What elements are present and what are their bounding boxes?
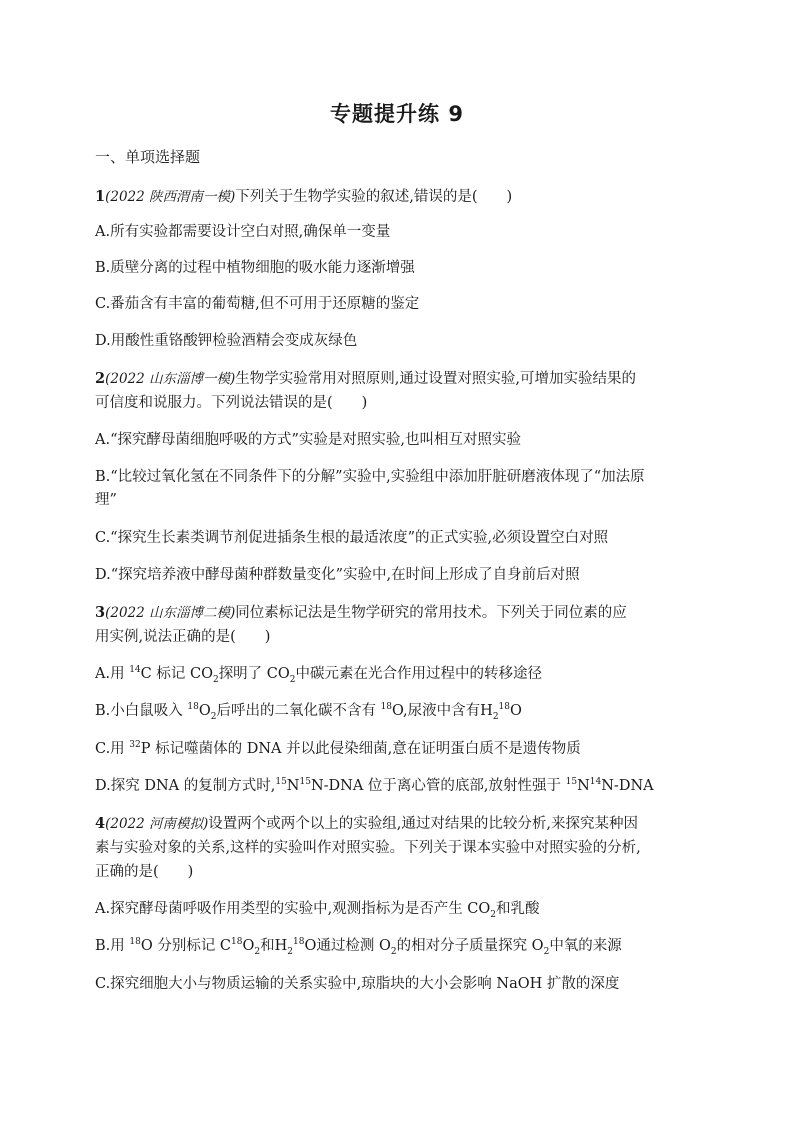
option-4b: B.用 $^{18}$O 分别标记 $C^{18}O_2$和$H_2^{18}O$通过检测 $O_2$的相对分子质量探究 $O_2$中氧的来源 bbox=[95, 937, 622, 957]
question-source: (2022 山东淄博二模) bbox=[105, 605, 236, 621]
question-4-stem: 4(2022 河南模拟)设置两个或两个以上的实验组,通过对结果的比较分析,来探究某种因 bbox=[95, 815, 638, 832]
option-3c: C.用 $^{32}$P 标记噬菌体的 DNA 并以此侵染细菌,意在证明蛋白质不是遗传物质 bbox=[95, 740, 581, 757]
question-source: (2022 陕西渭南一模) bbox=[105, 189, 236, 205]
question-source: (2022 河南模拟) bbox=[105, 816, 209, 832]
question-source: (2022 山东淄博一模) bbox=[105, 371, 236, 387]
option-2d: D.“探究培养液中酵母菌种群数量变化”实验中,在时间上形成了自身前后对照 bbox=[95, 567, 580, 583]
question-number: 3 bbox=[95, 604, 106, 621]
question-number: 1 bbox=[95, 188, 106, 205]
option-2c: C.“探究生长素类调节剂促进插条生根的最适浓度”的正式实验,必须设置空白对照 bbox=[95, 530, 609, 546]
option-1b: B.质壁分离的过程中植物细胞的吸水能力逐渐增强 bbox=[95, 260, 415, 276]
option-3d: D.探究 DNA 的复制方式时$,^{15}N^{15}N$-DNA 位于离心管的底部,放射性强于 $^{15}N^{14}N$-DNA bbox=[95, 777, 654, 794]
question-2-stem-cont: 可信度和说服力。下列说法错误的是( ) bbox=[95, 395, 368, 411]
page-title: 专题提升练 9 bbox=[330, 102, 464, 126]
option-1c: C.番茄含有丰富的葡萄糖,但不可用于还原糖的鉴定 bbox=[95, 296, 420, 312]
option-3a: A.用 $^{14}$C 标记 $CO_2$探明了 $CO_2$中碳元素在光合作用过程中的转移途径 bbox=[95, 665, 543, 685]
section-heading: 一、单项选择题 bbox=[95, 148, 201, 166]
question-1-stem: 1(2022 陕西渭南一模)下列关于生物学实验的叙述,错误的是( ) bbox=[95, 188, 513, 205]
option-1a: A.所有实验都需要设计空白对照,确保单一变量 bbox=[95, 224, 391, 240]
option-2a: A.“探究酵母菌细胞呼吸的方式”实验是对照实验,也叫相互对照实验 bbox=[95, 432, 522, 448]
option-4c: C.探究细胞大小与物质运输的关系实验中,琼脂块的大小会影响 NaOH 扩散的深度 bbox=[95, 976, 620, 992]
question-4-stem-cont2: 正确的是( ) bbox=[95, 864, 194, 880]
question-4-stem-cont: 素与实验对象的关系,这样的实验叫作对照实验。下列关于课本实验中对照实验的分析, bbox=[95, 840, 641, 856]
option-4a: A.探究酵母菌呼吸作用类型的实验中,观测指标为是否产生 $CO_2$和乳酸 bbox=[95, 901, 540, 920]
question-3-stem: 3(2022 山东淄博二模)同位素标记法是生物学研究的常用技术。下列关于同位素的应 bbox=[95, 604, 627, 621]
option-2b-cont: 理” bbox=[95, 492, 117, 508]
question-3-stem-cont: 用实例,说法正确的是( ) bbox=[95, 629, 271, 645]
option-3b: B.小白鼠吸入 $^{18}O_2$后呼出的二氧化碳不含有 $^{18}$O,尿液中含有$H_2^{18}O$ bbox=[95, 702, 522, 722]
question-number: 2 bbox=[95, 370, 106, 387]
question-2-stem: 2(2022 山东淄博一模)生物学实验常用对照原则,通过设置对照实验,可增加实验结果的 bbox=[95, 370, 636, 387]
question-number: 4 bbox=[95, 815, 106, 832]
option-1d: D.用酸性重铬酸钾检验酒精会变成灰绿色 bbox=[95, 333, 358, 349]
option-2b: B.“比较过氧化氢在不同条件下的分解”实验中,实验组中添加肝脏研磨液体现了“加法原 bbox=[95, 469, 645, 485]
